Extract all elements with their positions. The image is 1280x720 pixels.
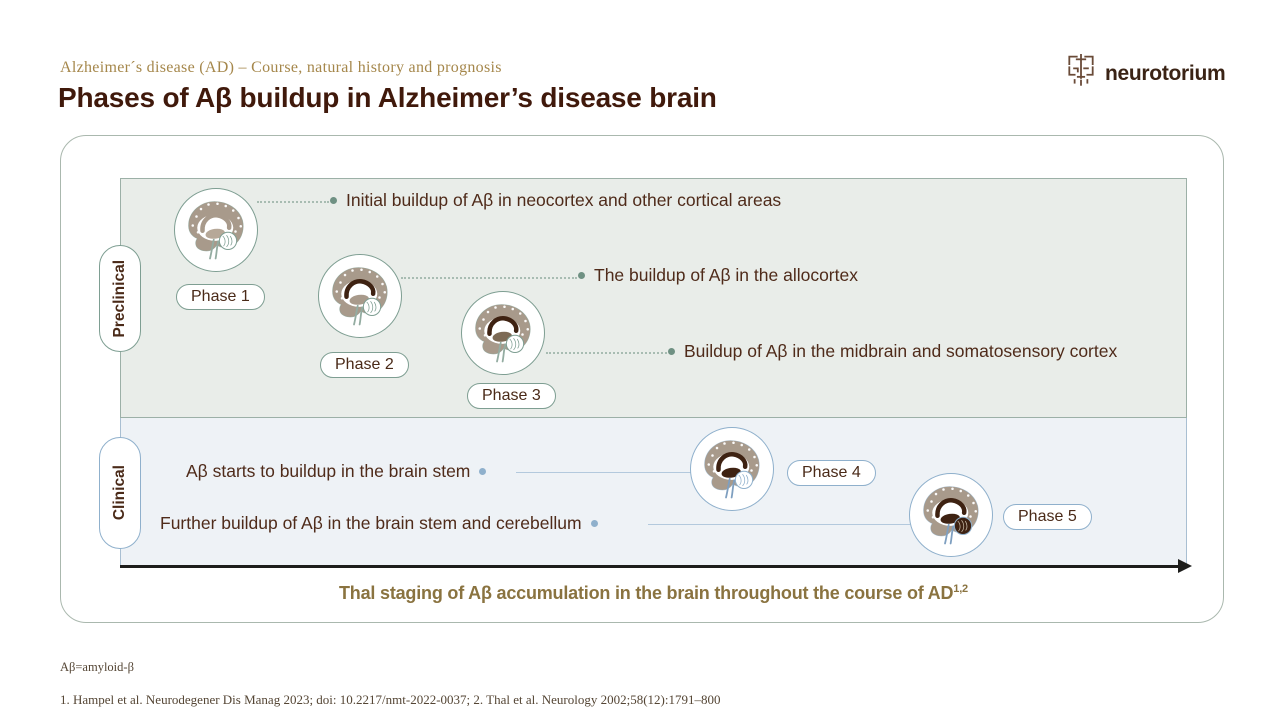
band-label-preclinical — [99, 245, 141, 352]
annotation-phase-1 — [330, 190, 781, 211]
brand-name: neurotorium — [1105, 61, 1226, 85]
page-title: Phases of Aβ buildup in Alzheimer’s disease brain — [58, 82, 717, 113]
phase-1-brain-circle — [174, 188, 258, 272]
connector-line-phase-4 — [516, 472, 691, 473]
preclinical-band — [120, 178, 1187, 418]
bullet-dot — [330, 197, 337, 204]
annotation-phase-3 — [668, 341, 1117, 362]
connector-line-phase-5 — [648, 524, 910, 525]
timeline-arrowhead-icon — [1178, 559, 1192, 573]
axis-caption — [120, 583, 1187, 604]
phase-1-label: Phase 1 — [176, 284, 265, 310]
footnote-abbreviation: Aβ=amyloid-β — [60, 660, 134, 674]
annotation-phase-5 — [160, 513, 598, 534]
bullet-dot — [479, 468, 486, 475]
phase-5-label: Phase 5 — [1003, 504, 1092, 530]
phase-2-brain-circle — [318, 254, 402, 338]
annotation-phase-2 — [578, 265, 858, 286]
footnote-references: 1. Hampel et al. Neurodegener Dis Manag 2023; doi: 10.2217/nmt-2022-0037; 2. Thal et al. Neurology 2002;58(12):1791–800 — [60, 692, 721, 707]
annotation-text: Aβ starts to buildup in the brain stem — [186, 461, 471, 481]
connector-line-phase-2 — [401, 277, 577, 279]
band-label-text: Clinical — [111, 465, 128, 521]
band-label-clinical — [99, 437, 141, 549]
connector-line-phase-3 — [546, 352, 667, 354]
connector-line-phase-1 — [257, 201, 329, 203]
annotation-text: Further buildup of Aβ in the brain stem and cerebellum — [160, 513, 582, 533]
annotation-text: Buildup of Aβ in the midbrain and somatosensory cortex — [684, 341, 1118, 361]
phase-5-brain-circle — [909, 473, 993, 557]
eyebrow-text: Alzheimer´s disease (AD) – Course, natural history and prognosis — [60, 59, 502, 76]
brain-illustration — [915, 479, 987, 551]
annotation-phase-4 — [186, 461, 486, 482]
clinical-band — [120, 418, 1187, 566]
annotation-text: Initial buildup of Aβ in neocortex and other cortical areas — [346, 190, 782, 210]
timeline-arrow-shaft — [120, 565, 1180, 568]
brain-illustration — [467, 297, 539, 369]
axis-caption-text: Thal staging of Aβ accumulation in the brain throughout the course of AD — [339, 583, 954, 603]
bullet-dot — [578, 272, 585, 279]
phase-3-brain-circle — [461, 291, 545, 375]
phase-2-label: Phase 2 — [320, 352, 409, 378]
phase-4-brain-circle — [690, 427, 774, 511]
phase-3-label: Phase 3 — [467, 383, 556, 409]
brand-logo — [1064, 54, 1225, 93]
brain-illustration — [324, 260, 396, 332]
band-label-text: Preclinical — [111, 259, 128, 338]
neurotorium-brain-icon — [1064, 54, 1098, 93]
caption-superscript: 1,2 — [953, 583, 968, 595]
brain-illustration — [180, 194, 252, 266]
annotation-text: The buildup of Aβ in the allocortex — [594, 265, 858, 285]
phase-4-label: Phase 4 — [787, 460, 876, 486]
bullet-dot — [668, 348, 675, 355]
brain-illustration — [696, 433, 768, 505]
bullet-dot — [591, 520, 598, 527]
